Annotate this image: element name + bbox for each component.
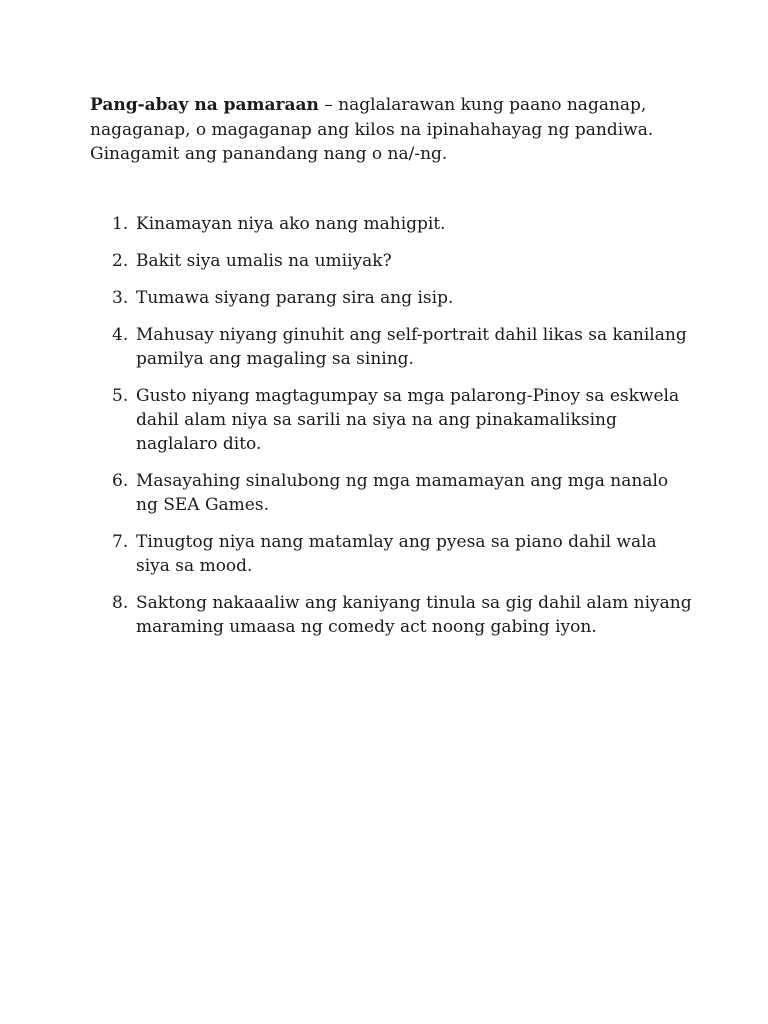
list-item (107, 249, 692, 273)
item-text: Tumawa siyang parang sira ang isip. (136, 288, 454, 308)
definition-text-line-3: Ginagamit ang panandang nang o na/-ng. (90, 144, 448, 164)
definition-text-line-1: naglalarawan kung paano naganap, (338, 95, 647, 115)
item-number: 5. (112, 386, 129, 406)
item-text: Mahusay niyang ginuhit ang self-portrait dahil likas sa kanilang pamilya ang magaling sa sining. (136, 325, 687, 369)
item-number: 4. (112, 325, 129, 345)
list-item (107, 323, 692, 371)
list-item (107, 591, 692, 639)
item-number: 1. (112, 214, 129, 234)
item-number: 7. (112, 532, 129, 552)
list-item (107, 469, 692, 517)
item-number: 6. (112, 471, 129, 491)
item-text: Bakit siya umalis na umiiyak? (136, 251, 392, 271)
definition-separator: – (318, 95, 339, 115)
list-item (107, 212, 692, 236)
item-number: 2. (112, 251, 129, 271)
definition-paragraph (90, 93, 690, 167)
list-item (107, 384, 692, 456)
item-number: 3. (112, 288, 129, 308)
item-text: Tinugtog niya nang matamlay ang pyesa sa piano dahil wala siya sa mood. (136, 532, 657, 576)
item-number: 8. (112, 593, 129, 613)
definition-text-line-2: nagaganap, o magaganap ang kilos na ipinahahayag ng pandiwa. (90, 119, 654, 140)
item-text: Gusto niyang magtagumpay sa mga palarong-Pinoy sa eskwela dahil alam niya sa sarili na siya na ang pinakamaliksing naglalaro dito. (136, 386, 680, 454)
list-item (107, 530, 692, 578)
item-text: Masayahing sinalubong ng mga mamamayan ang mga nanalo ng SEA Games. (136, 471, 669, 515)
item-text: Saktong nakaaaliw ang kaniyang tinula sa gig dahil alam niyang maraming umaasa ng comedy act noong gabing iyon. (136, 593, 692, 637)
item-text: Kinamayan niya ako nang mahigpit. (136, 214, 446, 234)
list-item (107, 286, 692, 310)
example-sentence-list (107, 212, 692, 652)
definition-term: Pang-abay na pamaraan (90, 95, 319, 115)
